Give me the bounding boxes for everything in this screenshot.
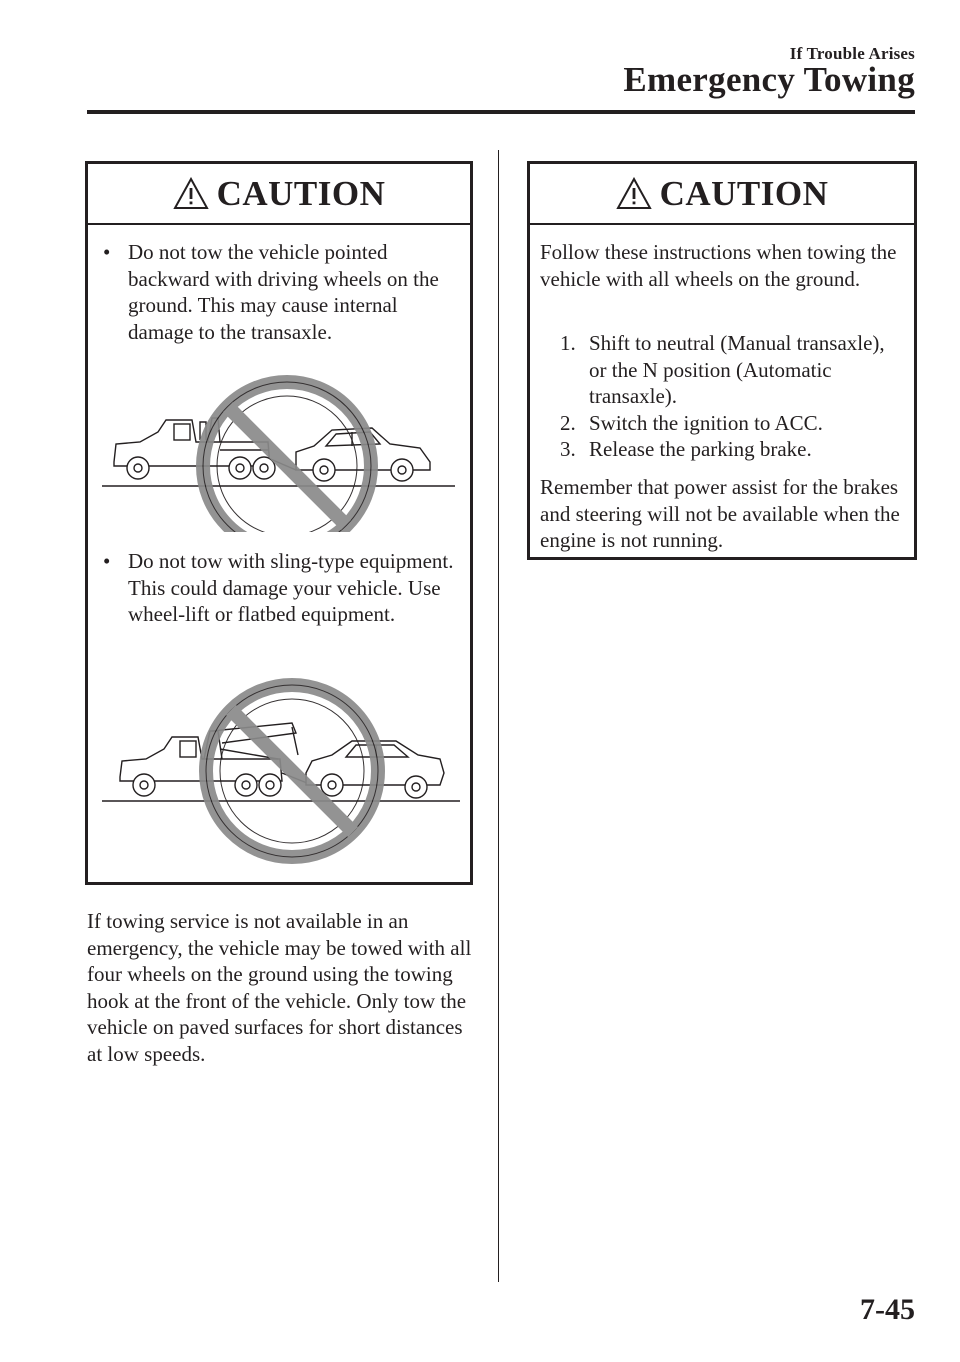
- step-number: 3.: [560, 437, 576, 461]
- bullet-text: Do not tow with sling-type equipment. This could damage your vehicle. Use wheel-lift or flatbed equipment.: [128, 549, 454, 626]
- prohibited-backward-tow-illustration: [100, 362, 460, 532]
- bullet-marker: •: [103, 549, 111, 573]
- bullet-text: Do not tow the vehicle pointed backward with driving wheels on the ground. This may cause internal damage to the transaxle.: [128, 240, 439, 344]
- caution-bullet: [103, 239, 463, 345]
- steps-list: [560, 330, 905, 463]
- caution-bullet: [103, 548, 463, 628]
- caution-note: Remember that power assist for the brakes and steering will not be available when the engine is not running.: [540, 475, 900, 552]
- warning-triangle-icon: [173, 177, 209, 210]
- towing-paragraph: If towing service is not available in an emergency, the vehicle may be towed with all four wheels on the ground using the towing hook at the front of the vehicle. Only tow the vehicle on paved surfaces for short distances at low speeds.: [87, 909, 472, 1066]
- warning-triangle-icon: [616, 177, 652, 210]
- section-label: If Trouble Arises: [789, 44, 915, 63]
- column-divider: [498, 150, 499, 1282]
- page-title: Emergency Towing: [623, 60, 915, 99]
- caution-header: [88, 164, 470, 225]
- step-text: Release the parking brake.: [589, 437, 812, 461]
- step-number: 2.: [560, 410, 576, 435]
- caution-header: [530, 164, 914, 225]
- caution-box-left: [85, 161, 473, 885]
- step-text: Switch the ignition to ACC.: [589, 410, 823, 435]
- step-text: Shift to neutral (Manual transaxle), or the N position (Automatic transaxle).: [589, 331, 885, 408]
- step-number: 1.: [560, 331, 576, 355]
- prohibited-sling-tow-illustration: [100, 669, 460, 869]
- caution-intro: Follow these instructions when towing the vehicle with all wheels on the ground.: [540, 240, 897, 291]
- caution-box-right: [527, 161, 917, 560]
- header-rule: [87, 110, 915, 114]
- step-item: [560, 330, 905, 410]
- step-item: [560, 410, 905, 437]
- page-number: 7-45: [860, 1293, 915, 1326]
- bullet-marker: •: [103, 240, 111, 264]
- caution-heading: CAUTION: [659, 174, 829, 213]
- caution-heading: CAUTION: [216, 174, 386, 213]
- step-item: [560, 436, 905, 463]
